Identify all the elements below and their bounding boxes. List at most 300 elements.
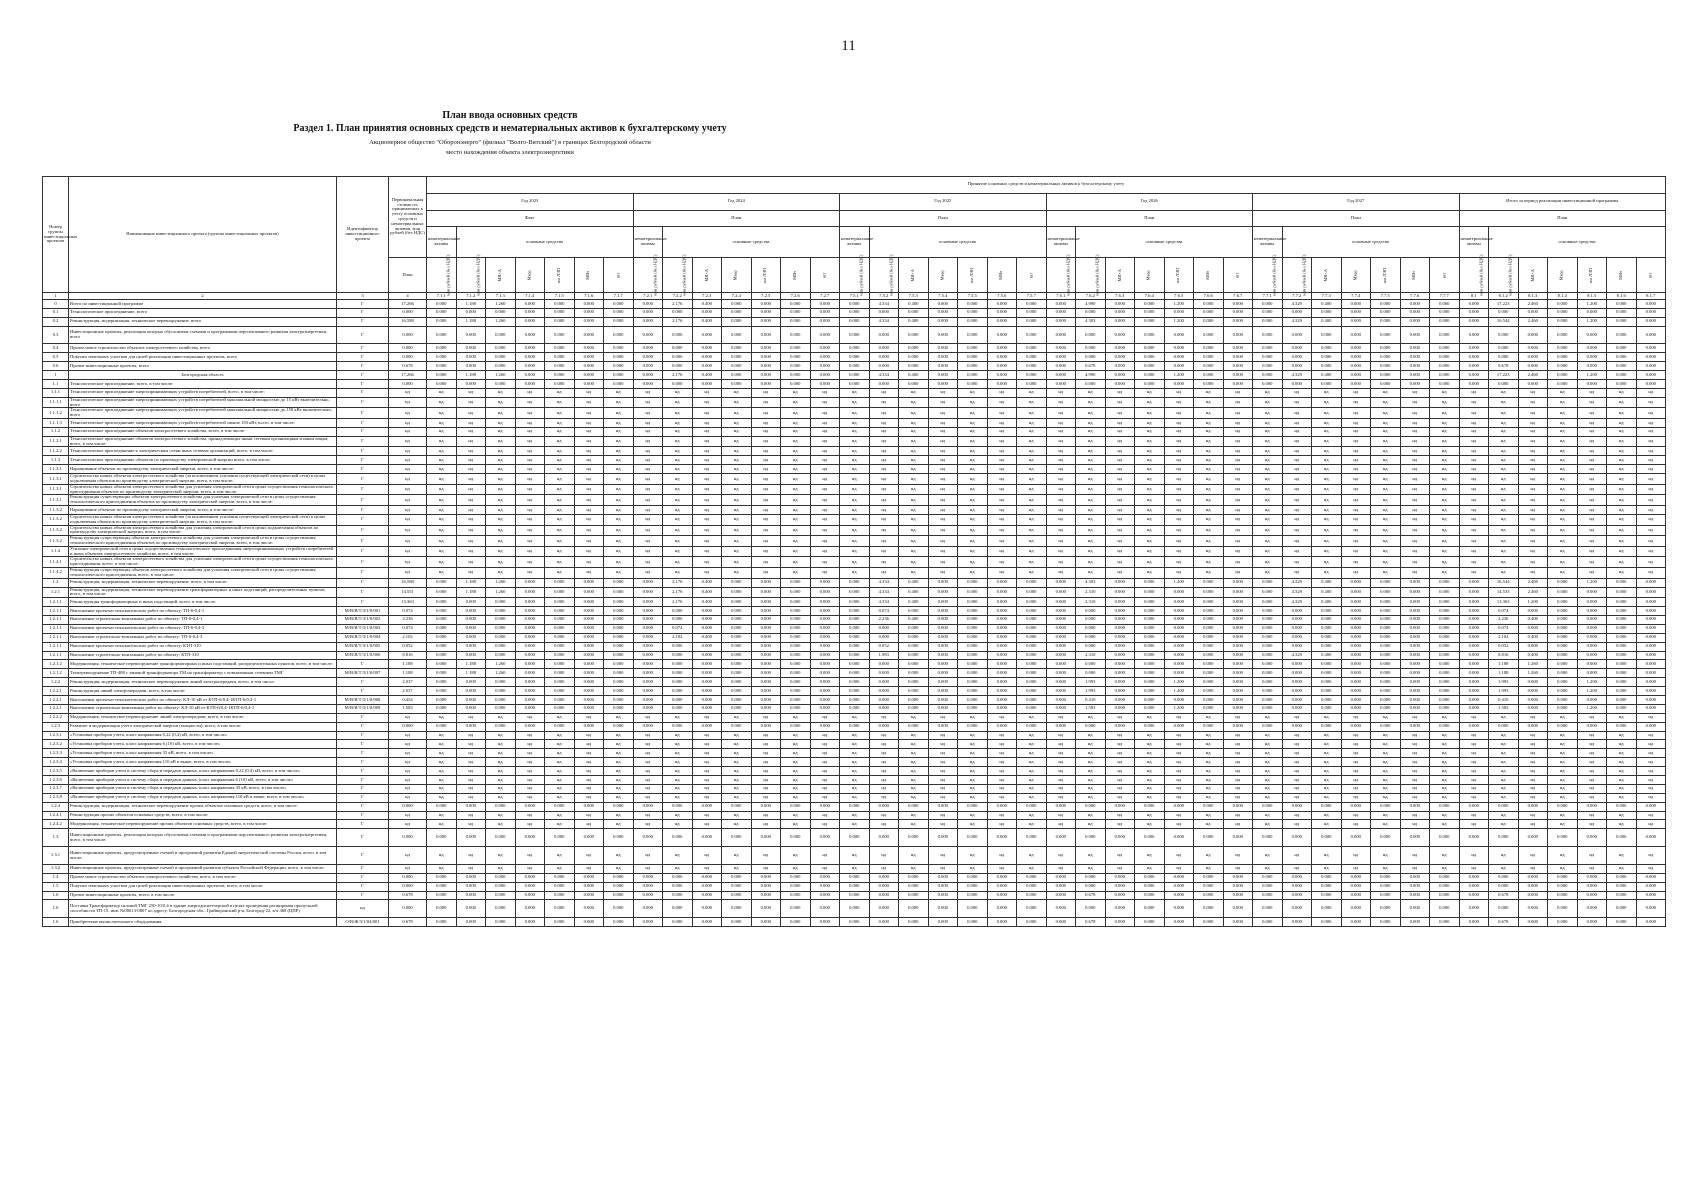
row-value: 0.000 — [1577, 598, 1607, 607]
row-project-id: M/B/B/T/3/1/0/003 — [337, 624, 389, 633]
row-initial-cost: нд — [389, 514, 427, 525]
row-value: 0.000 — [1341, 660, 1371, 669]
row-value: 1.200 — [1164, 578, 1194, 587]
row-value: нд — [574, 536, 604, 547]
row-value: нд — [1400, 546, 1430, 557]
row-value: нд — [1518, 506, 1548, 515]
row-value: 0.000 — [456, 607, 486, 616]
row-value: 0.000 — [515, 678, 545, 687]
row-value: 0.000 — [840, 891, 870, 900]
row-value: 0.000 — [1459, 578, 1489, 587]
row-value: 0.000 — [781, 624, 811, 633]
row-value: 0.000 — [1430, 308, 1460, 317]
row-value: 0.000 — [604, 615, 634, 624]
row-value: нд — [1430, 740, 1460, 749]
row-value: 0.000 — [1430, 660, 1460, 669]
row-value: 0.000 — [899, 633, 929, 642]
row-value: нд — [722, 847, 752, 865]
row-value: нд — [633, 436, 663, 447]
row-value: 0.000 — [1135, 587, 1165, 598]
row-value: 0.000 — [1282, 660, 1312, 669]
row-value: 0.000 — [810, 918, 840, 927]
row-value: 0.000 — [604, 669, 634, 678]
row-value: 0.000 — [456, 326, 486, 344]
row-project-name: Белгородская область — [69, 371, 337, 380]
row-value: 0.000 — [987, 300, 1017, 309]
row-value: нд — [810, 465, 840, 474]
row-value: 0.000 — [958, 344, 988, 353]
row-value: нд — [1400, 557, 1430, 568]
row-value: 0.000 — [1430, 300, 1460, 309]
row-value: 0.000 — [899, 687, 929, 696]
row-value: 0.000 — [1459, 704, 1489, 713]
row-value: нд — [869, 740, 899, 749]
row-value: 0.400 — [692, 578, 722, 587]
row-value: нд — [1282, 568, 1312, 579]
row-value: 0.000 — [1400, 308, 1430, 317]
row-value: нд — [1105, 388, 1135, 397]
row-value: 0.000 — [751, 317, 781, 326]
row-value: нд — [1400, 713, 1430, 722]
row-value: нд — [928, 740, 958, 749]
row-project-id: Г — [337, 474, 389, 485]
row-value: нд — [1548, 546, 1578, 557]
row-project-id: M/B/B/T/3/1/0/001 — [337, 607, 389, 616]
header-unit — [692, 258, 722, 293]
row-value: нд — [574, 436, 604, 447]
row-value: 0.000 — [1194, 633, 1224, 642]
row-value: нд — [1577, 775, 1607, 784]
row-value: 1.260 — [486, 660, 516, 669]
row-value: 0.000 — [1076, 380, 1106, 389]
row-value: 0.000 — [1518, 891, 1548, 900]
row-value: 0.000 — [1341, 891, 1371, 900]
row-initial-cost: нд — [389, 713, 427, 722]
row-value: 0.000 — [1017, 362, 1047, 371]
row-value: нд — [1459, 506, 1489, 515]
row-value: 0.000 — [1135, 829, 1165, 847]
row-initial-cost: 0.000 — [389, 882, 427, 891]
row-value: 0.000 — [515, 624, 545, 633]
row-value: нд — [1459, 427, 1489, 436]
row-value: 0.000 — [515, 380, 545, 389]
row-value: 0.000 — [1046, 873, 1076, 882]
row-value: нд — [1076, 506, 1106, 515]
row-value: нд — [1459, 456, 1489, 465]
row-value: нд — [1312, 713, 1342, 722]
row-value: нд — [1076, 847, 1106, 865]
row-project-id: M/B/B/T/3/1/0/008 — [337, 695, 389, 704]
row-number: 1.1.1 — [43, 388, 69, 397]
row-value: 0.000 — [456, 615, 486, 624]
column-number: 8.1 — [1459, 293, 1489, 300]
row-value: нд — [1430, 811, 1460, 820]
row-value: 0.000 — [1046, 587, 1076, 598]
row-value: 0.000 — [486, 722, 516, 731]
row-value: нд — [1282, 456, 1312, 465]
row-value: нд — [1105, 484, 1135, 495]
row-initial-cost: нд — [389, 740, 427, 749]
row-value: нд — [1459, 731, 1489, 740]
row-value: 0.000 — [1548, 900, 1578, 918]
row-project-id: Г — [337, 326, 389, 344]
row-value: нд — [456, 474, 486, 485]
row-value: нд — [692, 864, 722, 873]
row-value: 0.000 — [692, 344, 722, 353]
row-value: 0.000 — [427, 624, 457, 633]
column-number: 7.7.3 — [1312, 293, 1342, 300]
row-value: нд — [1371, 419, 1401, 428]
row-value: нд — [515, 465, 545, 474]
row-number: 1.2.3.7 — [43, 784, 69, 793]
row-value: нд — [1548, 525, 1578, 536]
row-value: 0.000 — [1430, 695, 1460, 704]
row-value: 0.000 — [1577, 326, 1607, 344]
row-value: 0.000 — [781, 371, 811, 380]
row-value: 0.000 — [928, 651, 958, 660]
row-value: 1.200 — [1577, 300, 1607, 309]
row-value: 0.000 — [1312, 633, 1342, 642]
row-value: 0.000 — [1017, 651, 1047, 660]
row-value: нд — [869, 731, 899, 740]
row-value: нд — [987, 811, 1017, 820]
header-unit — [1017, 258, 1047, 293]
row-value: 0.000 — [692, 802, 722, 811]
row-value: нд — [574, 767, 604, 776]
row-value: нд — [958, 456, 988, 465]
row-value: 0.000 — [781, 829, 811, 847]
row-value: 0.000 — [1223, 598, 1253, 607]
row-value: 4.303 — [1076, 317, 1106, 326]
row-value: 0.000 — [1312, 308, 1342, 317]
row-value: нд — [1164, 713, 1194, 722]
row-value: 0.000 — [604, 353, 634, 362]
row-value: нд — [1312, 775, 1342, 784]
row-value: нд — [604, 506, 634, 515]
row-value: нд — [456, 436, 486, 447]
row-number: 1.2.1.1 — [43, 633, 69, 642]
row-value: нд — [1046, 740, 1076, 749]
row-value: нд — [1105, 525, 1135, 536]
row-project-name: Инвестиционные проекты, реализация которых обусловлена схемами и программами перспективного развития электроэнергетики, всего, в том числе: — [69, 829, 337, 847]
row-value: 0.000 — [1017, 615, 1047, 624]
row-value: нд — [1430, 397, 1460, 408]
row-value: нд — [958, 536, 988, 547]
row-value: 0.000 — [1135, 300, 1165, 309]
row-value: 0.000 — [840, 829, 870, 847]
row-value: нд — [692, 820, 722, 829]
row-value: нд — [1223, 447, 1253, 456]
row-value: нд — [1459, 388, 1489, 397]
row-value: нд — [1430, 495, 1460, 506]
row-value: нд — [1489, 758, 1519, 767]
row-value: 0.000 — [545, 695, 575, 704]
row-value: 0.000 — [1194, 300, 1224, 309]
row-value: нд — [1518, 546, 1548, 557]
row-value: 0.000 — [1548, 362, 1578, 371]
row-value: нд — [1253, 465, 1283, 474]
row-value: нд — [1164, 568, 1194, 579]
row-value: 0.000 — [1430, 829, 1460, 847]
row-value: нд — [987, 731, 1017, 740]
row-value: нд — [1489, 793, 1519, 802]
row-value: 0.000 — [928, 344, 958, 353]
row-value: 0.000 — [1636, 660, 1666, 669]
row-value: 0.000 — [810, 900, 840, 918]
row-value: 0.000 — [1548, 882, 1578, 891]
row-value: нд — [1489, 775, 1519, 784]
row-value: нд — [1253, 525, 1283, 536]
row-value: 0.000 — [810, 651, 840, 660]
row-value: нд — [810, 536, 840, 547]
row-value: нд — [1607, 484, 1637, 495]
row-value: 0.000 — [1430, 615, 1460, 624]
row-initial-cost: нд — [389, 775, 427, 784]
row-value: 0.000 — [810, 353, 840, 362]
row-value: 0.000 — [1194, 371, 1224, 380]
row-value: 0.000 — [545, 362, 575, 371]
column-number: 8.1.6 — [1607, 293, 1637, 300]
row-value: 0.000 — [456, 380, 486, 389]
header-project-id: Идентификатор инвестиционного проекта — [337, 177, 389, 293]
row-value: нд — [869, 506, 899, 515]
row-initial-cost: нд — [389, 447, 427, 456]
row-value: 0.000 — [427, 829, 457, 847]
row-value: нд — [427, 536, 457, 547]
row-value: нд — [840, 811, 870, 820]
row-value: нд — [958, 811, 988, 820]
row-value: нд — [427, 713, 457, 722]
header-unit — [928, 258, 958, 293]
row-value: нд — [663, 474, 693, 485]
row-value: нд — [1607, 536, 1637, 547]
row-value: 0.000 — [958, 704, 988, 713]
row-value: 0.000 — [1135, 669, 1165, 678]
row-value: нд — [987, 536, 1017, 547]
row-value: 0.000 — [427, 317, 457, 326]
row-project-id: O/B/Ж/3/1/04/001 — [337, 918, 389, 927]
row-value: 0.000 — [958, 380, 988, 389]
table-row — [43, 820, 1666, 829]
row-value: 0.000 — [928, 891, 958, 900]
row-value: 0.000 — [1253, 669, 1283, 678]
row-value: нд — [1577, 419, 1607, 428]
row-value: 0.000 — [810, 722, 840, 731]
row-value: нд — [692, 811, 722, 820]
header-project-name: Наименование инвестиционного проекта (группы инвестиционных проектов) — [69, 177, 337, 293]
table-row — [43, 669, 1666, 678]
row-value: 0.000 — [987, 633, 1017, 642]
row-value: 0.000 — [1046, 722, 1076, 731]
row-initial-cost: нд — [389, 456, 427, 465]
row-value: 0.000 — [1194, 578, 1224, 587]
row-value: 0.000 — [486, 891, 516, 900]
row-value: нд — [604, 474, 634, 485]
header-intangible-assets: нематериальные активы — [427, 227, 457, 258]
header-kind: План — [633, 210, 840, 227]
row-value: 0.000 — [751, 651, 781, 660]
row-value: 0.000 — [1223, 380, 1253, 389]
row-value: 0.000 — [1194, 900, 1224, 918]
row-value: 0.000 — [1223, 587, 1253, 598]
row-value: 4.334 — [869, 300, 899, 309]
row-value: нд — [515, 447, 545, 456]
row-value: 0.000 — [1607, 802, 1637, 811]
row-value: 0.000 — [928, 642, 958, 651]
row-value: 0.000 — [810, 704, 840, 713]
row-value: 0.000 — [1046, 695, 1076, 704]
header-unit-label: млн рублей (без НДС) — [1094, 254, 1100, 296]
row-value: 0.000 — [722, 308, 752, 317]
row-value: 0.000 — [1430, 882, 1460, 891]
row-initial-cost: нд — [389, 436, 427, 447]
row-value: 0.000 — [1489, 873, 1519, 882]
column-number: 7.7.5 — [1371, 293, 1401, 300]
row-value: нд — [1164, 784, 1194, 793]
row-value: 0.000 — [456, 882, 486, 891]
row-value: нд — [1577, 408, 1607, 419]
column-number: 7.2.5 — [751, 293, 781, 300]
row-value: нд — [1341, 397, 1371, 408]
row-value: нд — [840, 749, 870, 758]
row-value: 0.000 — [869, 669, 899, 678]
row-value: 0.000 — [1105, 642, 1135, 651]
row-value: нд — [751, 474, 781, 485]
row-project-name: «Включение приборов учета в систему сбора и передачи данных, класс напряжения 35 кВ, всего, в том числе» — [69, 784, 337, 793]
row-value: нд — [604, 408, 634, 419]
row-value: нд — [604, 793, 634, 802]
row-value: нд — [1194, 427, 1224, 436]
row-value: 0.000 — [692, 326, 722, 344]
row-value: 0.000 — [545, 687, 575, 696]
row-value: нд — [751, 740, 781, 749]
row-value: нд — [604, 495, 634, 506]
row-value: 0.000 — [1518, 802, 1548, 811]
row-value: 0.000 — [1400, 660, 1430, 669]
row-value: нд — [663, 419, 693, 428]
row-value: 0.000 — [751, 326, 781, 344]
row-value: нд — [1607, 514, 1637, 525]
row-value: 0.000 — [1518, 687, 1548, 696]
row-value: 0.000 — [633, 669, 663, 678]
row-value: нд — [899, 474, 929, 485]
row-project-id: Г — [337, 722, 389, 731]
row-value: 0.000 — [427, 642, 457, 651]
row-value: 0.000 — [722, 678, 752, 687]
row-project-name: Технологическое присоединение, всего — [69, 308, 337, 317]
row-value: 0.000 — [810, 678, 840, 687]
row-value: нд — [1282, 388, 1312, 397]
row-value: 0.000 — [958, 300, 988, 309]
row-value: нд — [1046, 536, 1076, 547]
row-value: нд — [486, 495, 516, 506]
row-value: 0.000 — [1017, 829, 1047, 847]
row-value: 0.000 — [1135, 900, 1165, 918]
row-initial-cost: 0.052 — [389, 642, 427, 651]
row-value: нд — [751, 506, 781, 515]
row-value: 0.000 — [1371, 344, 1401, 353]
row-value: нд — [810, 740, 840, 749]
row-value: нд — [663, 864, 693, 873]
row-value: нд — [1282, 427, 1312, 436]
table-row — [43, 722, 1666, 731]
row-initial-cost: нд — [389, 506, 427, 515]
row-value: 0.000 — [1105, 704, 1135, 713]
row-value: нд — [1105, 474, 1135, 485]
row-number: 1.2 — [43, 578, 69, 587]
row-value: 0.000 — [574, 633, 604, 642]
row-value: нд — [751, 525, 781, 536]
row-value: нд — [840, 546, 870, 557]
row-value: 0.000 — [545, 300, 575, 309]
table-row — [43, 731, 1666, 740]
row-value: 0.000 — [781, 918, 811, 927]
row-value: 0.000 — [1607, 624, 1637, 633]
row-value: 0.000 — [1282, 918, 1312, 927]
row-value: 0.000 — [840, 326, 870, 344]
column-number: 2 — [69, 293, 337, 300]
row-value: 0.000 — [456, 891, 486, 900]
row-value: нд — [810, 784, 840, 793]
row-project-id: Г — [337, 775, 389, 784]
row-value: 0.000 — [1105, 300, 1135, 309]
row-value: 0.000 — [1341, 633, 1371, 642]
row-value: 0.000 — [987, 669, 1017, 678]
row-value: 0.678 — [1076, 918, 1106, 927]
table-row — [43, 587, 1666, 598]
row-value: нд — [1194, 811, 1224, 820]
row-value: нд — [486, 793, 516, 802]
row-project-id: Г — [337, 873, 389, 882]
column-number: 7.6.7 — [1223, 293, 1253, 300]
row-value: нд — [1430, 864, 1460, 873]
row-value: нд — [692, 397, 722, 408]
row-value: 0.000 — [1489, 802, 1519, 811]
row-value: нд — [1400, 758, 1430, 767]
row-value: 0.000 — [722, 344, 752, 353]
row-value: нд — [1518, 456, 1548, 465]
row-value: 0.000 — [1577, 344, 1607, 353]
row-project-name: Развитие и модернизация учета электрической энергии (мощности), всего, в том числе: — [69, 722, 337, 731]
row-value: нд — [869, 811, 899, 820]
row-value: 0.000 — [663, 695, 693, 704]
row-value: 0.000 — [1194, 695, 1224, 704]
row-value: 0.000 — [1046, 578, 1076, 587]
row-project-name: Модернизация, техническое перевооружение линий электропередачи, всего, в том числе: — [69, 713, 337, 722]
row-value: 0.000 — [958, 651, 988, 660]
row-value: 0.000 — [1282, 326, 1312, 344]
row-number: 1.1.3.1 — [43, 465, 69, 474]
row-project-name: Технологическое присоединение энергопринимающих устройств потребителей максимальной мощностью до 150 кВт включительно, всего — [69, 408, 337, 419]
row-value: 0.000 — [545, 722, 575, 731]
row-value: нд — [486, 767, 516, 776]
row-value: 0.000 — [456, 624, 486, 633]
row-value: нд — [1223, 568, 1253, 579]
row-value: нд — [1548, 484, 1578, 495]
row-value: 0.000 — [663, 651, 693, 660]
row-value: нд — [427, 546, 457, 557]
row-value: 0.000 — [1312, 900, 1342, 918]
row-value: 0.000 — [1636, 624, 1666, 633]
row-value: 0.000 — [1430, 362, 1460, 371]
row-value: нд — [1105, 731, 1135, 740]
row-value: 0.000 — [515, 353, 545, 362]
row-value: нд — [1076, 740, 1106, 749]
row-value: нд — [1282, 447, 1312, 456]
header-unit-label: млн рублей (без НДС) — [445, 254, 451, 296]
row-value: нд — [1459, 495, 1489, 506]
row-value: нд — [1282, 713, 1312, 722]
